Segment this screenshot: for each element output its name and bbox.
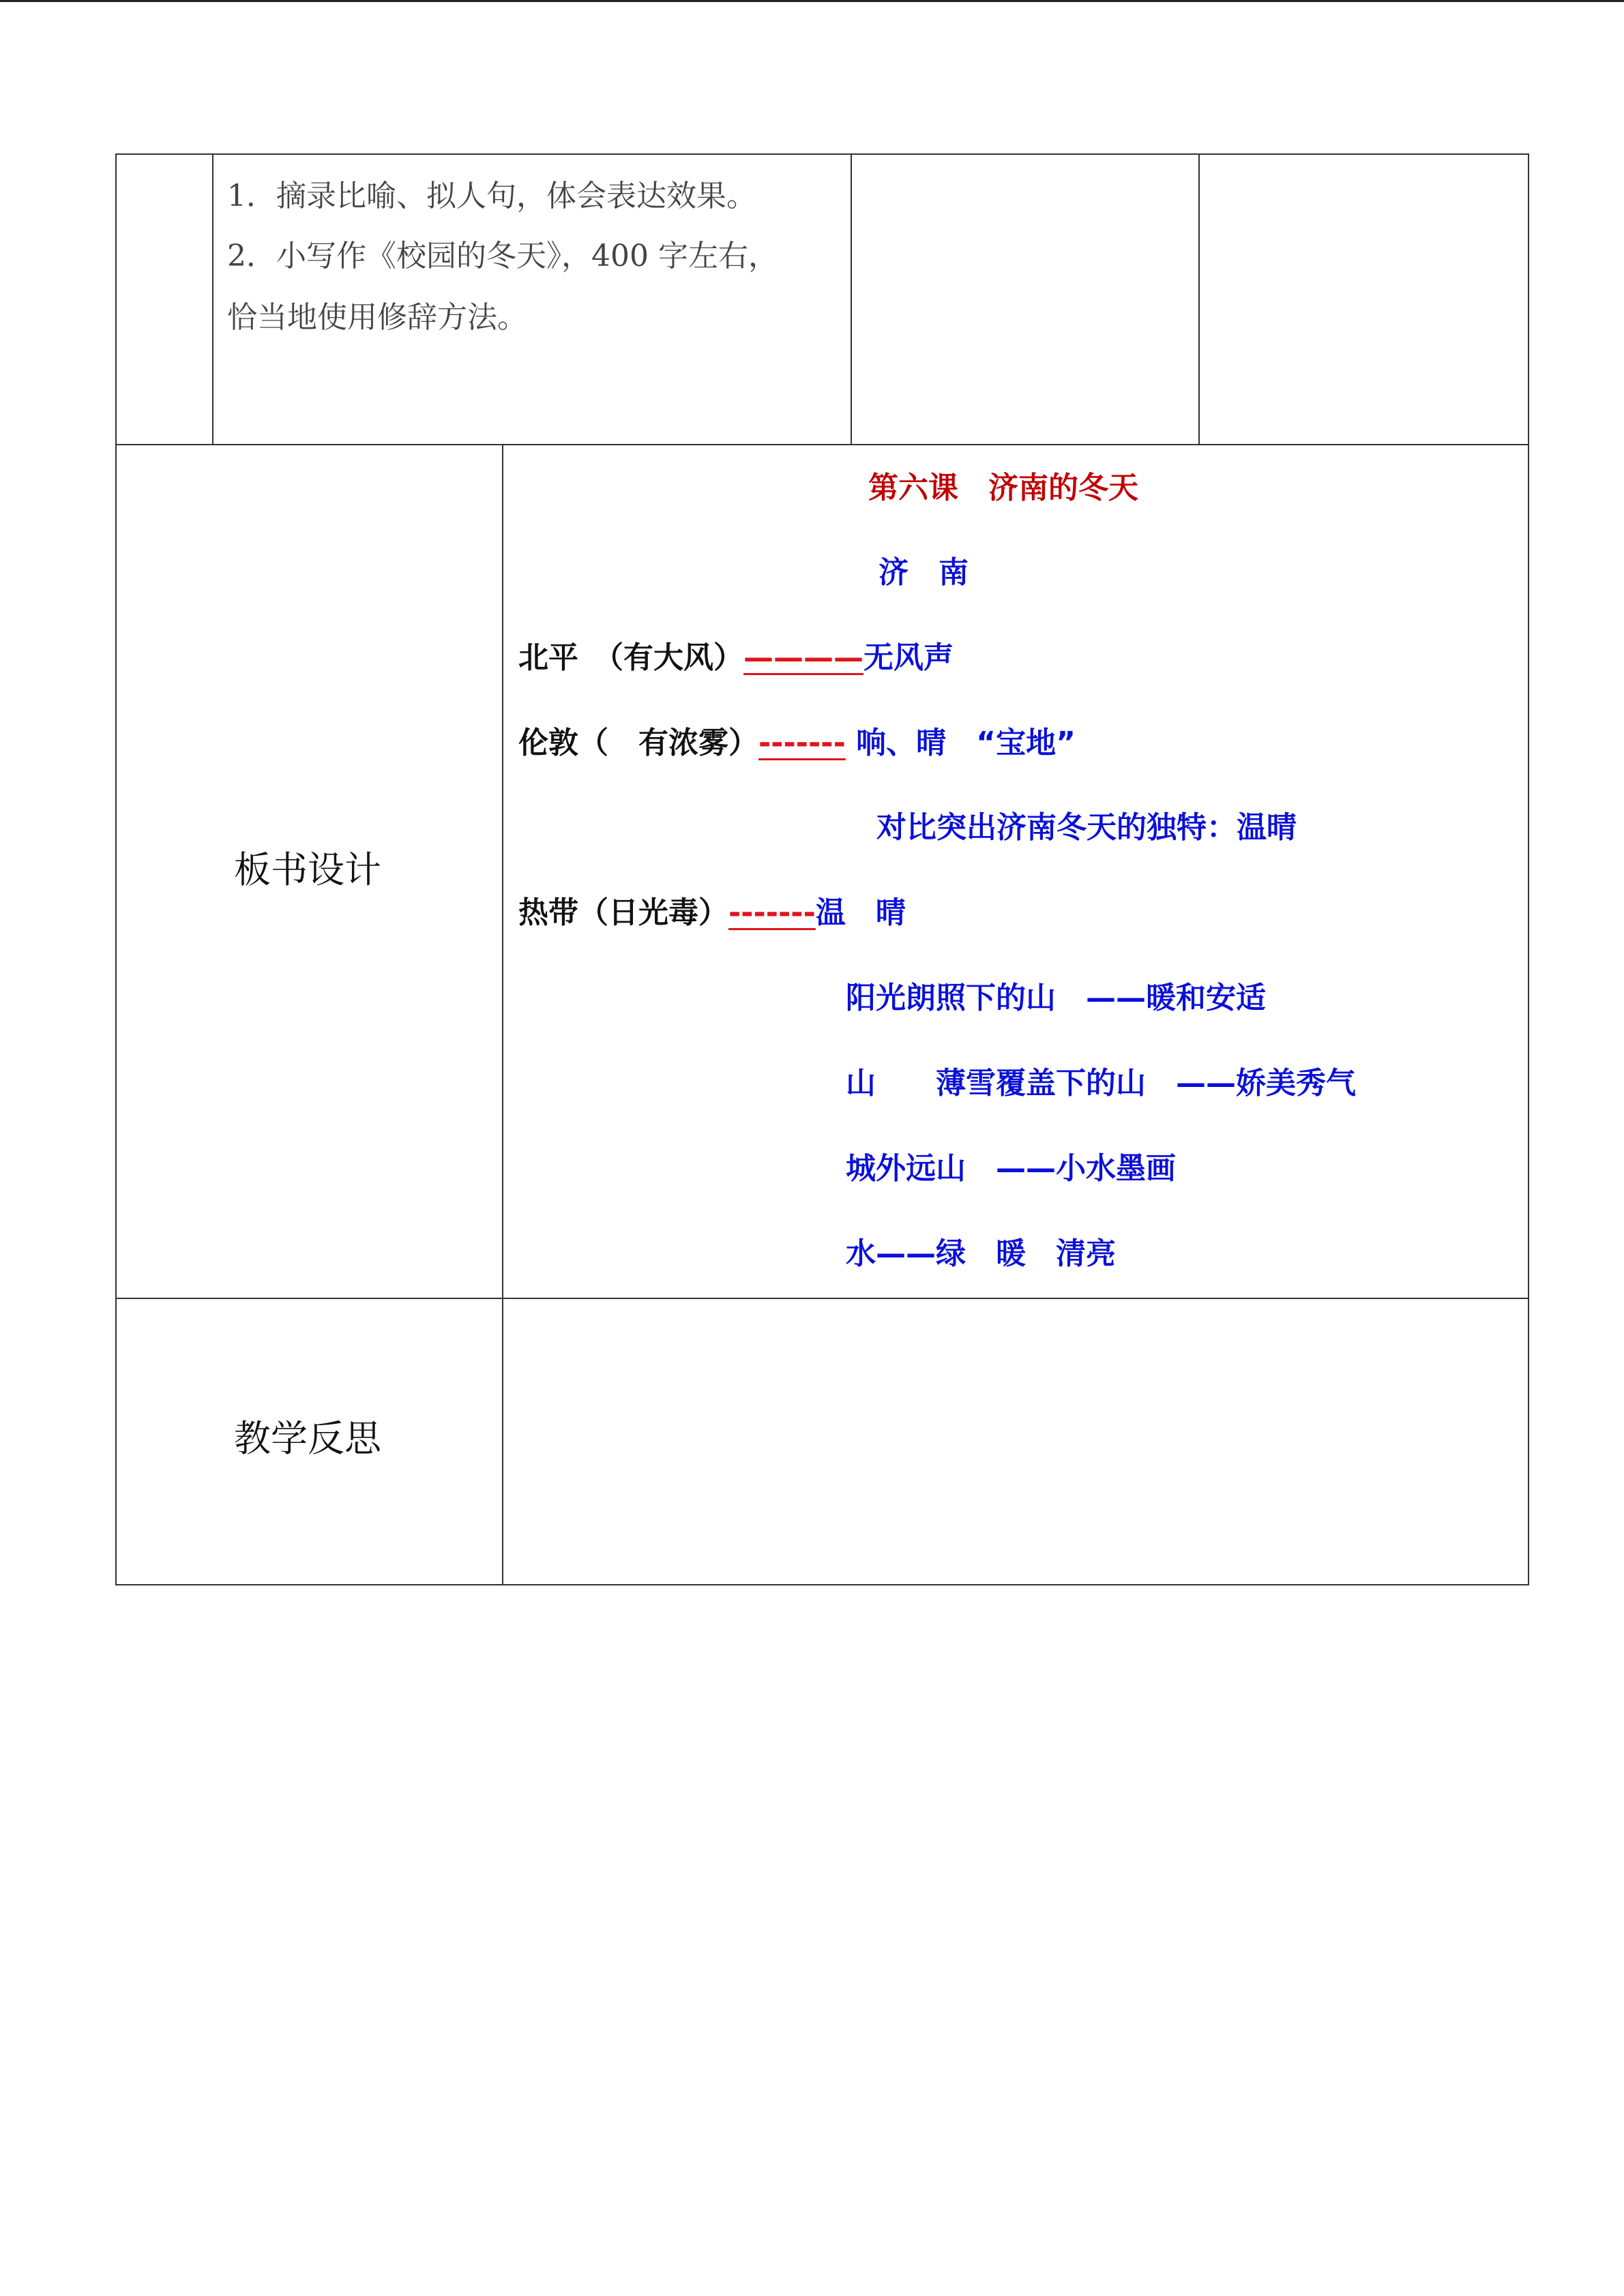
tropics-connector: ------- — [728, 895, 816, 930]
tropics-place: 热带（日光毒） — [518, 895, 728, 930]
board-contrast: 对比突出济南冬天的独特：温晴 — [876, 810, 1297, 845]
board-title: 第六课 济南的冬天 — [868, 471, 1138, 505]
beiping-connector: ———— — [743, 640, 863, 675]
tropics-result: 温 晴 — [815, 895, 906, 930]
homework-line-3: 恰当地使用修辞方法。 — [227, 300, 527, 335]
reflection-col-divider — [502, 1298, 503, 1585]
board-row-beiping — [518, 640, 954, 675]
homework-col-divider-1 — [212, 153, 213, 445]
reflection-label: 教学反思 — [234, 1417, 381, 1460]
page-top-border — [0, 0, 1624, 2]
board-mountain-sunny: 阳光朗照下的山 ——暖和安适 — [846, 981, 1266, 1015]
homework-col-divider-3 — [1198, 153, 1200, 445]
board-water: 水——绿 暖 清亮 — [846, 1236, 1116, 1271]
homework-line-2: 2．小写作《校园的冬天》，400 字左右， — [227, 239, 778, 273]
board-mountain-far: 城外远山 ——小水墨画 — [846, 1151, 1176, 1186]
london-place: 伦敦（ 有浓雾） — [518, 726, 758, 760]
board-design-label: 板书设计 — [234, 848, 381, 891]
homework-line-1: 1．摘录比喻、拟人句，体会表达效果。 — [227, 179, 756, 213]
london-result: 响、晴 “宝地” — [845, 726, 1076, 760]
homework-col-divider-2 — [851, 153, 852, 445]
london-connector: ------- — [758, 726, 846, 760]
board-mountain-snow: 山 薄雪覆盖下的山 ——娇美秀气 — [846, 1066, 1356, 1101]
board-design-col-divider — [502, 444, 503, 1299]
board-row-london — [518, 728, 1076, 758]
board-row-tropics — [518, 895, 906, 930]
beiping-place: 北平 （有大风） — [518, 640, 743, 675]
beiping-result: 无风声 — [863, 640, 954, 675]
board-jinan: 济 南 — [879, 555, 969, 590]
